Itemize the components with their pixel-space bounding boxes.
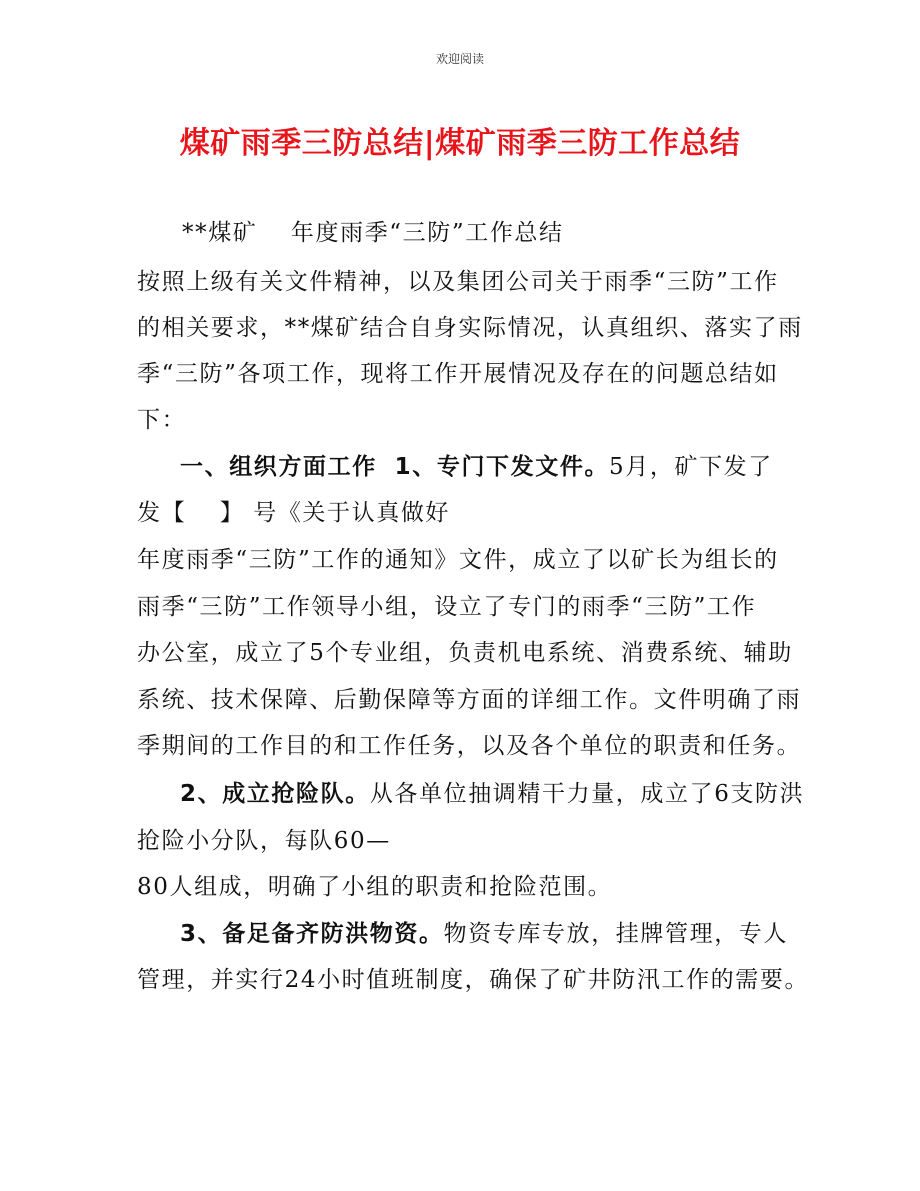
item2-heading: 2、成立抢险队。 — [180, 781, 370, 807]
header-note: 欢迎阅读 — [435, 52, 484, 66]
intro-line-4: 下： — [137, 407, 187, 433]
section1-heading: 一、组织方面工作 — [180, 454, 377, 480]
intro-line-1: 按照上级有关文件精神，以及集团公司关于雨季“三防”工作 — [137, 269, 779, 295]
item3-heading: 3、备足备齐防洪物资。 — [180, 921, 444, 947]
item2-lead: 从各单位抽调精干力量，成立了6支防洪 — [369, 781, 805, 807]
document-title: 煤矿雨季三防总结|煤矿雨季三防工作总结 — [179, 126, 741, 161]
section1-line-3: 年度雨季“三防”工作的通知》文件，成立了以矿长为组长的 — [137, 547, 779, 573]
item3-first-line — [180, 919, 788, 949]
intro-line-2: 的相关要求，**煤矿结合自身实际情况，认真组织、落实了雨 — [137, 315, 803, 341]
item1-lead: 5月，矿下发了 — [609, 454, 773, 480]
item2-first-line — [180, 779, 804, 809]
section1-line-7: 季期间的工作目的和工作任务，以及各个单位的职责和任务。 — [137, 733, 802, 759]
section1-line-5: 办公室，成立了5个专业组，负责机电系统、消费系统、辅助 — [137, 640, 793, 666]
section1-first-line — [180, 452, 773, 482]
item1-heading: 1、专门下发文件。 — [394, 454, 610, 480]
item2-line-2: 抢险小分队，每队60— — [137, 828, 391, 854]
item2-line-3: 80人组成，明确了小组的职责和抢险范围。 — [137, 874, 613, 900]
intro-line-3: 季“三防”各项工作，现将工作开展情况及存在的问题总结如 — [137, 361, 779, 387]
item3-line-2: 管理，并实行24小时值班制度，确保了矿井防汛工作的需要。 — [137, 967, 810, 993]
section1-line-6: 系统、技术保障、后勤保障等方面的详细工作。文件明确了雨 — [137, 687, 802, 713]
item3-lead: 物资专库专放，挂牌管理，专人 — [443, 921, 789, 947]
section1-line-2: 发【 】 号《关于认真做好 — [137, 500, 451, 526]
section1-line-4: 雨季“三防”工作领导小组，设立了专门的雨季“三防”工作 — [137, 594, 757, 620]
subtitle: **煤矿 年度雨季“三防”工作总结 — [182, 220, 564, 246]
